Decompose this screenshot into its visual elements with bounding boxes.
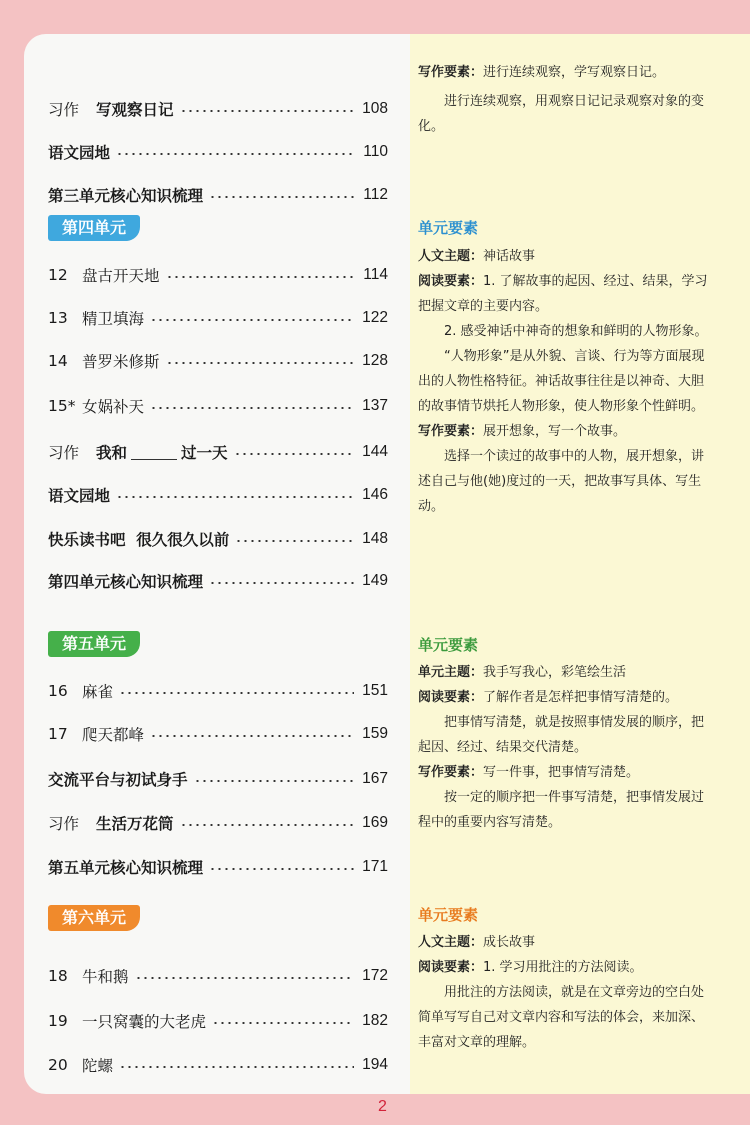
toc-page: 146 [362, 486, 388, 503]
toc-leader [180, 110, 354, 112]
toc-leader [116, 496, 354, 498]
unit6-tag[interactable]: 第六单元 [48, 905, 140, 931]
writing-text: 进行连续观察，学写观察日记。 [483, 65, 666, 80]
toc-title: 第五单元核心知识梳理 [48, 859, 204, 877]
toc-num: 习作 [48, 815, 80, 833]
toc-row-lesson13[interactable] [48, 303, 388, 333]
toc-row-exchange[interactable] [48, 764, 388, 794]
toc-row-lesson17[interactable] [48, 719, 388, 749]
toc-page: 171 [362, 858, 388, 875]
toc-num: 习作 [48, 101, 80, 119]
toc-page: 137 [362, 397, 388, 414]
reading-para: 把事情写清楚，就是按照事情发展的顺序，把起因、经过、结果交代清楚。 [418, 715, 705, 755]
toc-title: 女娲补天 [82, 398, 145, 416]
reading-text: 1. 学习用批注的方法阅读。 [483, 960, 643, 975]
unit5-elements-block [418, 660, 708, 835]
toc-row-reading-bar[interactable] [48, 524, 388, 554]
writing-label: 写作要素： [418, 65, 484, 80]
toc-leader [180, 824, 354, 826]
toc-title-a: 我和 [96, 444, 128, 462]
toc-row-lesson15[interactable] [48, 391, 388, 421]
toc-row-unit5-summary[interactable] [48, 852, 388, 882]
toc-title: 快乐读书吧 很久很久以前 [48, 531, 230, 549]
toc-title: 牛和鹅 [82, 968, 129, 986]
toc-page: 159 [362, 725, 388, 742]
toc-row-lesson20[interactable] [48, 1050, 388, 1080]
toc-page: 108 [362, 100, 388, 117]
unit4-elements-block [418, 244, 708, 519]
theme-text: 神话故事 [483, 249, 536, 264]
toc-row-yuwen-yuandi[interactable] [48, 137, 388, 167]
toc-num: 15* [48, 397, 76, 415]
toc-leader [166, 276, 354, 278]
theme-label: 人文主题： [418, 249, 484, 264]
theme-text: 我手写我心，彩笔绘生活 [483, 665, 627, 680]
toc-title: 爬天都峰 [82, 726, 145, 744]
toc-page: 149 [362, 572, 388, 589]
toc-num: 16 [48, 682, 68, 700]
toc-num: 18 [48, 967, 68, 985]
toc-title: 语文园地 [48, 144, 111, 162]
toc-leader [150, 319, 354, 321]
toc-page: 169 [362, 814, 388, 831]
page-number: 2 [378, 1098, 387, 1115]
reading-label: 阅读要素： [418, 960, 484, 975]
toc-num: 20 [48, 1056, 68, 1074]
toc-leader [116, 153, 354, 155]
toc-title: 写观察日记 [96, 101, 174, 119]
toc-title: 第四单元核心知识梳理 [48, 573, 204, 591]
toc-row-lesson14[interactable] [48, 346, 388, 376]
toc-row-lesson12[interactable] [48, 260, 388, 290]
reading-label: 阅读要素： [418, 690, 484, 705]
toc-row-yuwen-yuandi-4[interactable] [48, 480, 388, 510]
toc-leader [150, 735, 354, 737]
writing-para: 按一定的顺序把一件事写清楚，把事情发展过程中的重要内容写清楚。 [418, 790, 705, 830]
toc-page: 112 [363, 186, 388, 203]
reading-text: 了解作者是怎样把事情写清楚的。 [483, 690, 679, 705]
unit4-tag[interactable]: 第四单元 [48, 215, 140, 241]
toc-row-lesson16[interactable] [48, 676, 388, 706]
unit4-elements-heading: 单元要素 [418, 219, 479, 237]
unit-elements-panel [410, 34, 750, 1094]
toc-row-lesson18[interactable] [48, 961, 388, 991]
toc-page: 167 [362, 770, 388, 787]
toc-row-writing-oneday[interactable] [48, 437, 388, 467]
toc-row-writing-kaleidoscope[interactable] [48, 808, 388, 838]
theme-label: 人文主题： [418, 935, 484, 950]
toc-num: 14 [48, 352, 68, 370]
toc-leader [135, 977, 354, 979]
toc-title-b: 过一天 [181, 444, 228, 462]
toc-leader [212, 1022, 354, 1024]
writing-text: 展开想象，写一个故事。 [483, 424, 627, 439]
toc-title: 语文园地 [48, 487, 111, 505]
toc-num: 12 [48, 266, 68, 284]
reading-point-2: 2. 感受神话中神奇的想象和鲜明的人物形象。 [444, 324, 708, 339]
toc-leader [209, 582, 354, 584]
reading-para: “人物形象”是从外貌、言谈、行为等方面展现出的人物性格特征。神话故事往往是以神奇、大胆的故事情节烘托人物形象，使人物形象个性鲜明。 [418, 349, 705, 414]
toc-page: 128 [362, 352, 388, 369]
toc-leader [234, 453, 354, 455]
toc-page: 182 [362, 1012, 388, 1029]
toc-num: 13 [48, 309, 68, 327]
toc-title: 生活万花筒 [96, 815, 174, 833]
toc-row-lesson19[interactable] [48, 1006, 388, 1036]
toc-leader [209, 196, 354, 198]
toc-leader [166, 362, 354, 364]
unit3-writing-block [418, 60, 708, 139]
reading-text: 1. 了解故事的起因、经过、结果，学习把握文章的主要内容。 [418, 274, 708, 314]
toc-page: 151 [362, 682, 388, 699]
toc-num: 习作 [48, 444, 80, 462]
toc-leader [194, 780, 354, 782]
toc-leader [235, 540, 354, 542]
unit5-elements-heading: 单元要素 [418, 636, 479, 654]
toc-row-unit4-summary[interactable] [48, 566, 388, 596]
toc-num: 17 [48, 725, 68, 743]
toc-leader [209, 868, 354, 870]
toc-page: 110 [363, 143, 388, 160]
unit6-elements-block [418, 930, 708, 1055]
toc-leader [119, 692, 354, 694]
unit6-elements-heading: 单元要素 [418, 906, 479, 924]
toc-num: 19 [48, 1012, 68, 1030]
unit5-tag[interactable]: 第五单元 [48, 631, 140, 657]
reading-label: 阅读要素： [418, 274, 484, 289]
table-of-contents [24, 34, 410, 1094]
toc-title: 普罗米修斯 [82, 353, 160, 371]
writing-para: 选择一个读过的故事中的人物，展开想象，讲述自己与他(她)度过的一天，把故事写具体、写生动。 [418, 449, 705, 514]
toc-page: 144 [362, 443, 388, 460]
toc-leader [150, 407, 354, 409]
writing-text: 写一件事，把事情写清楚。 [483, 765, 640, 780]
toc-page: 148 [362, 530, 388, 547]
toc-page: 122 [362, 309, 388, 326]
book-page [24, 34, 750, 1094]
fill-in-blank [131, 445, 177, 460]
toc-title: 第三单元核心知识梳理 [48, 187, 204, 205]
reading-para: 用批注的方法阅读，就是在文章旁边的空白处简单写写自己对文章内容和写法的体会，来加深、丰富对文章的理解。 [418, 985, 705, 1050]
writing-label: 写作要素： [418, 765, 484, 780]
toc-row-unit3-summary[interactable] [48, 180, 388, 210]
toc-row-writing-diary[interactable] [48, 94, 388, 124]
toc-title: 陀螺 [82, 1057, 114, 1075]
theme-text: 成长故事 [483, 935, 536, 950]
toc-page: 194 [362, 1056, 388, 1073]
toc-title: 交流平台与初试身手 [48, 771, 188, 789]
toc-title: 盘古开天地 [82, 267, 160, 285]
writing-para: 进行连续观察，用观察日记记录观察对象的变化。 [418, 94, 705, 134]
toc-title: 精卫填海 [82, 310, 145, 328]
theme-label: 单元主题： [418, 665, 484, 680]
toc-title: 麻雀 [82, 683, 114, 701]
toc-title: 一只窝囊的大老虎 [82, 1013, 207, 1031]
toc-page: 114 [363, 266, 388, 283]
toc-page: 172 [362, 967, 388, 984]
toc-leader [119, 1066, 354, 1068]
writing-label: 写作要素： [418, 424, 484, 439]
